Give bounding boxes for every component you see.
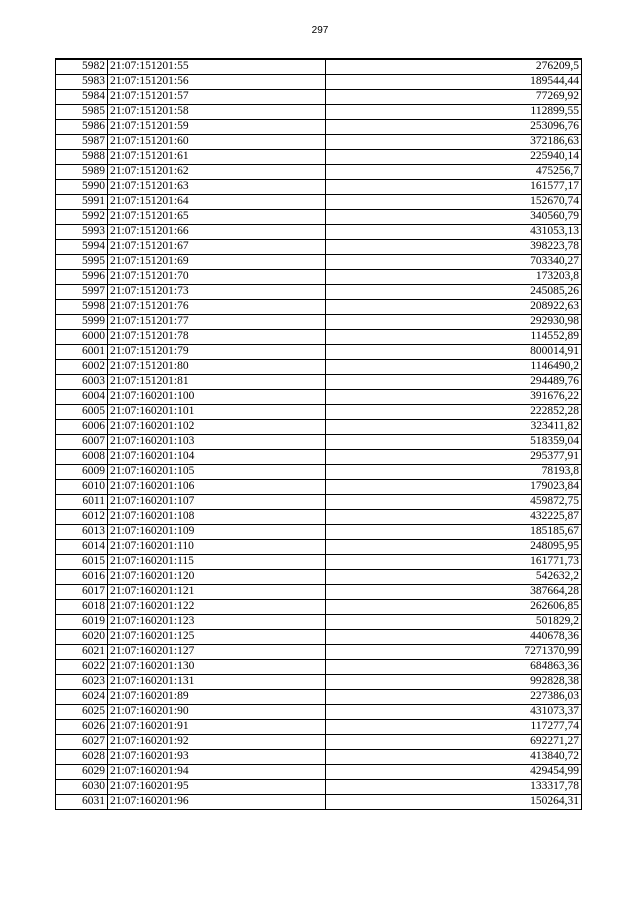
row-number-cell: 5982 (56, 59, 108, 74)
cadastral-number-cell: 21:07:151201:63 (108, 179, 326, 194)
value-cell: 227386,03 (326, 689, 582, 704)
value-cell: 372186,63 (326, 134, 582, 149)
row-number-cell: 6031 (56, 794, 108, 809)
row-number-cell: 6014 (56, 539, 108, 554)
value-cell: 248095,95 (326, 539, 582, 554)
row-number-cell: 5998 (56, 299, 108, 314)
value-cell: 391676,22 (326, 389, 582, 404)
value-cell: 117277,74 (326, 719, 582, 734)
value-cell: 501829,2 (326, 614, 582, 629)
table-row (56, 179, 582, 194)
row-number-cell: 5990 (56, 179, 108, 194)
table-row (56, 299, 582, 314)
table-row (56, 674, 582, 689)
row-number-cell: 6026 (56, 719, 108, 734)
table-row (56, 779, 582, 794)
table-row (56, 359, 582, 374)
cadastral-number-cell: 21:07:160201:95 (108, 779, 326, 794)
table-row (56, 149, 582, 164)
value-cell: 475256,7 (326, 164, 582, 179)
value-cell: 185185,67 (326, 524, 582, 539)
row-number-cell: 6019 (56, 614, 108, 629)
row-number-cell: 6023 (56, 674, 108, 689)
table-row (56, 284, 582, 299)
table-row (56, 629, 582, 644)
cadastral-number-cell: 21:07:151201:80 (108, 359, 326, 374)
value-cell: 340560,79 (326, 209, 582, 224)
value-cell: 800014,91 (326, 344, 582, 359)
table-row (56, 134, 582, 149)
value-cell: 77269,92 (326, 89, 582, 104)
value-cell: 245085,26 (326, 284, 582, 299)
cadastral-number-cell: 21:07:151201:55 (108, 59, 326, 74)
value-cell: 542632,2 (326, 569, 582, 584)
cadastral-number-cell: 21:07:160201:109 (108, 524, 326, 539)
table-row (56, 59, 582, 74)
cadastral-number-cell: 21:07:151201:81 (108, 374, 326, 389)
table-row (56, 164, 582, 179)
cadastral-number-cell: 21:07:151201:79 (108, 344, 326, 359)
value-cell: 431073,37 (326, 704, 582, 719)
table-row (56, 734, 582, 749)
value-cell: 692271,27 (326, 734, 582, 749)
cadastral-number-cell: 21:07:160201:96 (108, 794, 326, 809)
table-row (56, 434, 582, 449)
cadastral-number-cell: 21:07:151201:66 (108, 224, 326, 239)
cadastral-number-cell: 21:07:151201:65 (108, 209, 326, 224)
table-row (56, 704, 582, 719)
value-cell: 189544,44 (326, 74, 582, 89)
table-row (56, 509, 582, 524)
value-cell: 684863,36 (326, 659, 582, 674)
value-cell: 161577,17 (326, 179, 582, 194)
table-row (56, 569, 582, 584)
row-number-cell: 6027 (56, 734, 108, 749)
value-cell: 518359,04 (326, 434, 582, 449)
cadastral-number-cell: 21:07:160201:115 (108, 554, 326, 569)
row-number-cell: 6030 (56, 779, 108, 794)
cadastral-number-cell: 21:07:151201:70 (108, 269, 326, 284)
row-number-cell: 6022 (56, 659, 108, 674)
cadastral-number-cell: 21:07:160201:91 (108, 719, 326, 734)
value-cell: 292930,98 (326, 314, 582, 329)
value-cell: 208922,63 (326, 299, 582, 314)
row-number-cell: 6018 (56, 599, 108, 614)
table-row (56, 239, 582, 254)
row-number-cell: 6029 (56, 764, 108, 779)
row-number-cell: 6028 (56, 749, 108, 764)
table-row (56, 389, 582, 404)
cadastral-number-cell: 21:07:151201:57 (108, 89, 326, 104)
table-row (56, 479, 582, 494)
table-row (56, 329, 582, 344)
row-number-cell: 6000 (56, 329, 108, 344)
row-number-cell: 5986 (56, 119, 108, 134)
value-cell: 413840,72 (326, 749, 582, 764)
cadastral-number-cell: 21:07:160201:131 (108, 674, 326, 689)
cadastral-number-cell: 21:07:160201:107 (108, 494, 326, 509)
row-number-cell: 6003 (56, 374, 108, 389)
cadastral-number-cell: 21:07:160201:90 (108, 704, 326, 719)
table-row (56, 269, 582, 284)
table-row (56, 194, 582, 209)
value-cell: 431053,13 (326, 224, 582, 239)
cadastral-number-cell: 21:07:160201:122 (108, 599, 326, 614)
cadastral-number-cell: 21:07:151201:56 (108, 74, 326, 89)
cadastral-number-cell: 21:07:151201:78 (108, 329, 326, 344)
row-number-cell: 6005 (56, 404, 108, 419)
row-number-cell: 5996 (56, 269, 108, 284)
table-row (56, 449, 582, 464)
table-row (56, 74, 582, 89)
value-cell: 179023,84 (326, 479, 582, 494)
value-cell: 294489,76 (326, 374, 582, 389)
value-cell: 295377,91 (326, 449, 582, 464)
cadastral-number-cell: 21:07:160201:130 (108, 659, 326, 674)
table-row (56, 494, 582, 509)
table-row (56, 539, 582, 554)
table-row (56, 119, 582, 134)
cadastral-number-cell: 21:07:160201:108 (108, 509, 326, 524)
cadastral-number-cell: 21:07:160201:106 (108, 479, 326, 494)
table-row (56, 719, 582, 734)
cadastral-number-cell: 21:07:151201:58 (108, 104, 326, 119)
cadastral-number-cell: 21:07:151201:67 (108, 239, 326, 254)
row-number-cell: 6010 (56, 479, 108, 494)
value-cell: 703340,27 (326, 254, 582, 269)
table-row (56, 584, 582, 599)
cadastral-number-cell: 21:07:151201:64 (108, 194, 326, 209)
value-cell: 152670,74 (326, 194, 582, 209)
value-cell: 432225,87 (326, 509, 582, 524)
value-cell: 459872,75 (326, 494, 582, 509)
cadastral-number-cell: 21:07:151201:61 (108, 149, 326, 164)
table-row (56, 254, 582, 269)
row-number-cell: 6025 (56, 704, 108, 719)
cadastral-number-cell: 21:07:160201:93 (108, 749, 326, 764)
row-number-cell: 5992 (56, 209, 108, 224)
table-row (56, 659, 582, 674)
cadastral-number-cell: 21:07:160201:121 (108, 584, 326, 599)
value-cell: 276209,5 (326, 59, 582, 74)
table-row (56, 209, 582, 224)
row-number-cell: 5985 (56, 104, 108, 119)
cadastral-number-cell: 21:07:160201:105 (108, 464, 326, 479)
cadastral-number-cell: 21:07:151201:62 (108, 164, 326, 179)
cadastral-number-cell: 21:07:160201:110 (108, 539, 326, 554)
row-number-cell: 6024 (56, 689, 108, 704)
row-number-cell: 6020 (56, 629, 108, 644)
value-cell: 440678,36 (326, 629, 582, 644)
row-number-cell: 6002 (56, 359, 108, 374)
table-row (56, 794, 582, 809)
value-cell: 387664,28 (326, 584, 582, 599)
value-cell: 398223,78 (326, 239, 582, 254)
row-number-cell: 5989 (56, 164, 108, 179)
row-number-cell: 6017 (56, 584, 108, 599)
table-row (56, 599, 582, 614)
table-row (56, 224, 582, 239)
table-row (56, 614, 582, 629)
value-cell: 161771,73 (326, 554, 582, 569)
value-cell: 992828,38 (326, 674, 582, 689)
cadastral-number-cell: 21:07:160201:123 (108, 614, 326, 629)
cadastral-number-cell: 21:07:151201:60 (108, 134, 326, 149)
table-row (56, 764, 582, 779)
row-number-cell: 6012 (56, 509, 108, 524)
table-row (56, 89, 582, 104)
row-number-cell: 6004 (56, 389, 108, 404)
table-row (56, 314, 582, 329)
table-row (56, 374, 582, 389)
cadastral-number-cell: 21:07:160201:102 (108, 419, 326, 434)
row-number-cell: 5984 (56, 89, 108, 104)
row-number-cell: 5997 (56, 284, 108, 299)
cadastral-number-cell: 21:07:160201:125 (108, 629, 326, 644)
row-number-cell: 5993 (56, 224, 108, 239)
cadastral-number-cell: 21:07:151201:69 (108, 254, 326, 269)
table-row (56, 644, 582, 659)
row-number-cell: 6007 (56, 434, 108, 449)
value-cell: 323411,82 (326, 419, 582, 434)
value-cell: 1146490,2 (326, 359, 582, 374)
row-number-cell: 6013 (56, 524, 108, 539)
cadastral-number-cell: 21:07:151201:76 (108, 299, 326, 314)
value-cell: 262606,85 (326, 599, 582, 614)
cadastral-number-cell: 21:07:160201:92 (108, 734, 326, 749)
row-number-cell: 6001 (56, 344, 108, 359)
cadastral-number-cell: 21:07:160201:100 (108, 389, 326, 404)
cadastral-number-cell: 21:07:160201:101 (108, 404, 326, 419)
table-row (56, 404, 582, 419)
value-cell: 133317,78 (326, 779, 582, 794)
table-row (56, 104, 582, 119)
page-number: 297 (311, 25, 329, 36)
value-cell: 78193,8 (326, 464, 582, 479)
row-number-cell: 6009 (56, 464, 108, 479)
row-number-cell: 6006 (56, 419, 108, 434)
row-number-cell: 6008 (56, 449, 108, 464)
table-row (56, 554, 582, 569)
row-number-cell: 6011 (56, 494, 108, 509)
row-number-cell: 5991 (56, 194, 108, 209)
value-cell: 222852,28 (326, 404, 582, 419)
row-number-cell: 5994 (56, 239, 108, 254)
value-cell: 150264,31 (326, 794, 582, 809)
cadastral-number-cell: 21:07:160201:89 (108, 689, 326, 704)
row-number-cell: 5995 (56, 254, 108, 269)
table-row (56, 689, 582, 704)
table-row (56, 344, 582, 359)
row-number-cell: 6016 (56, 569, 108, 584)
cadastral-number-cell: 21:07:160201:127 (108, 644, 326, 659)
cadastral-number-cell: 21:07:160201:94 (108, 764, 326, 779)
row-number-cell: 5987 (56, 134, 108, 149)
cadastral-number-cell: 21:07:151201:73 (108, 284, 326, 299)
table-row (56, 749, 582, 764)
value-cell: 173203,8 (326, 269, 582, 284)
row-number-cell: 5999 (56, 314, 108, 329)
row-number-cell: 5988 (56, 149, 108, 164)
cadastral-number-cell: 21:07:160201:120 (108, 569, 326, 584)
value-cell: 253096,76 (326, 119, 582, 134)
table-row (56, 524, 582, 539)
row-number-cell: 6015 (56, 554, 108, 569)
cadastral-number-cell: 21:07:151201:77 (108, 314, 326, 329)
table-row (56, 419, 582, 434)
table-row (56, 464, 582, 479)
cadastral-number-cell: 21:07:160201:104 (108, 449, 326, 464)
value-cell: 225940,14 (326, 149, 582, 164)
value-cell: 112899,55 (326, 104, 582, 119)
row-number-cell: 5983 (56, 74, 108, 89)
value-cell: 7271370,99 (326, 644, 582, 659)
cadastral-number-cell: 21:07:151201:59 (108, 119, 326, 134)
value-cell: 114552,89 (326, 329, 582, 344)
cadastral-number-cell: 21:07:160201:103 (108, 434, 326, 449)
value-cell: 429454,99 (326, 764, 582, 779)
data-table (55, 58, 582, 810)
row-number-cell: 6021 (56, 644, 108, 659)
table-body (56, 59, 582, 809)
